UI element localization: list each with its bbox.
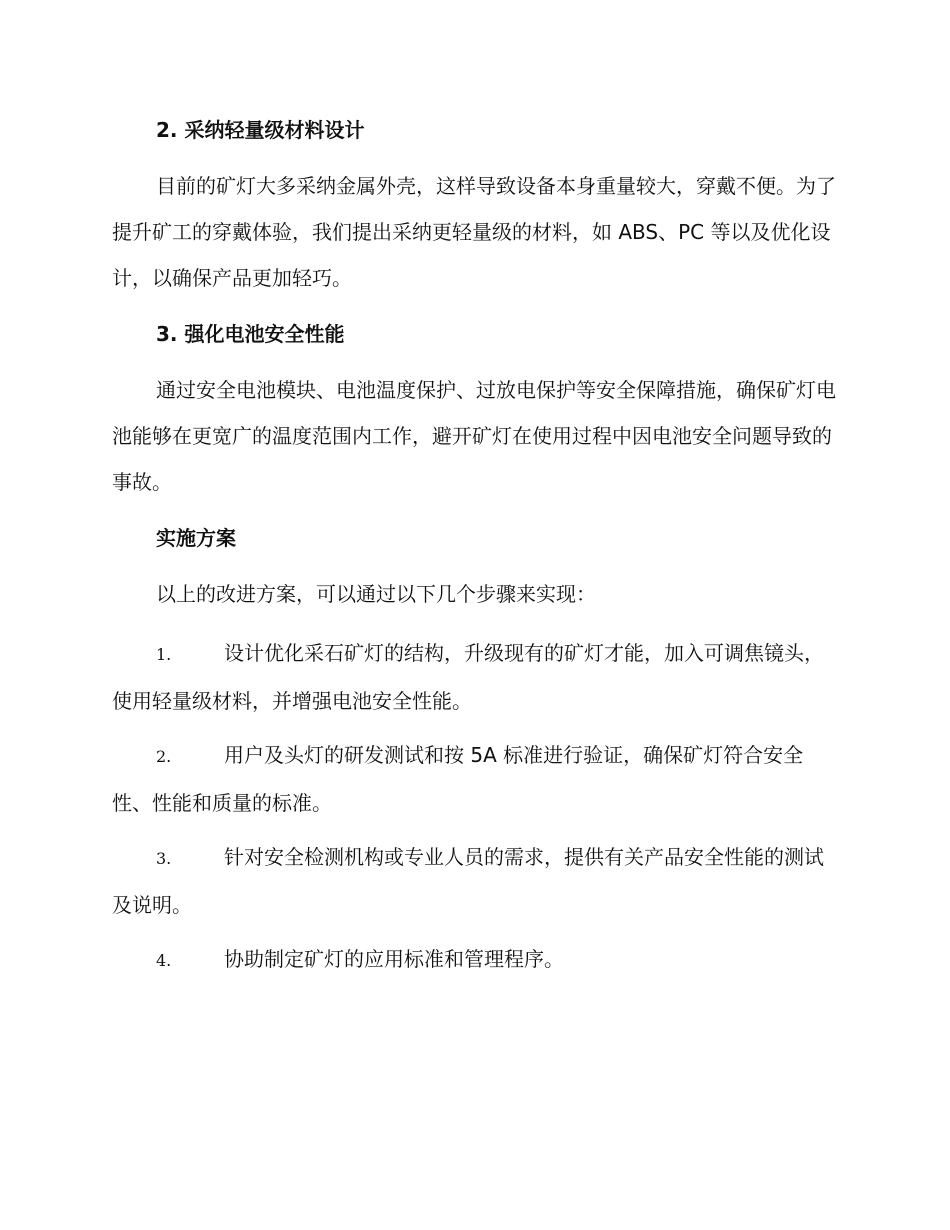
step-number: 1.: [156, 645, 172, 664]
step-item-3: [112, 834, 842, 928]
implementation-intro: 以上的改进方案，可以通过以下几个步骤来实现：: [156, 582, 596, 606]
step-number: 3.: [156, 849, 172, 868]
step-text: 设计优化采石矿灯的结构，升级现有的矿灯才能，加入可调焦镜头，使用轻量级材料，并增强电池安全性能。: [112, 641, 824, 713]
section-2-body: 目前的矿灯大多采纳金属外壳，这样导致设备本身重量较大，穿戴不便。为了提升矿工的穿戴体验，我们提出采纳更轻量级的材料，如 ABS、PC 等以及优化设计，以确保产品更加轻巧。: [112, 174, 836, 290]
section-3-heading: 3. 强化电池安全性能: [156, 322, 345, 346]
step-text: 协助制定矿灯的应用标准和管理程序。: [224, 947, 564, 971]
step-item-2: [112, 732, 842, 826]
step-text: 针对安全检测机构或专业人员的需求，提供有关产品安全性能的测试及说明。: [112, 845, 824, 917]
step-number: 2.: [156, 747, 172, 766]
step-item-1: [112, 630, 842, 724]
section-3-body: 通过安全电池模块、电池温度保护、过放电保护等安全保障措施，确保矿灯电池能够在更宽广的温度范围内工作，避开矿灯在使用过程中因电池安全问题导致的事故。: [112, 378, 836, 494]
section-2-heading: 2. 采纳轻量级材料设计: [156, 118, 365, 142]
step-item-4: [112, 936, 842, 984]
step-text: 用户及头灯的研发测试和按 5A 标准进行验证，确保矿灯符合安全性、性能和质量的标准。: [112, 743, 804, 815]
implementation-heading: 实施方案: [156, 526, 236, 550]
step-number: 4.: [156, 951, 172, 970]
